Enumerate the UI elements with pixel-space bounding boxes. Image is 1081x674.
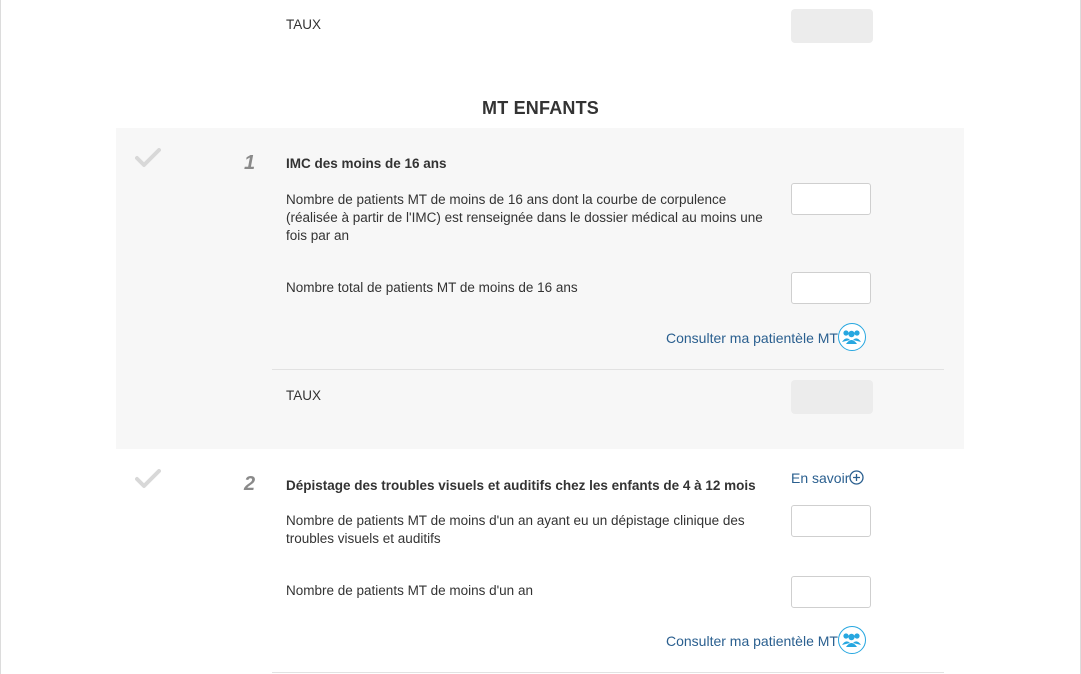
more-info-link[interactable]: En savoir [791, 470, 850, 486]
indicator-number: 1 [244, 152, 256, 174]
consult-patients-link[interactable]: Consulter ma patientèle MT [666, 330, 838, 346]
checkmark-icon [135, 148, 161, 168]
denominator-label: Nombre de patients MT de moins d'un an [286, 583, 533, 598]
top-rate-label: TAUX [286, 17, 322, 32]
indicator-number: 2 [244, 473, 256, 495]
patients-group-icon[interactable] [838, 323, 866, 351]
divider [272, 369, 944, 370]
rate-value [791, 380, 873, 414]
indicator-title: IMC des moins de 16 ans [286, 156, 447, 171]
plus-circle-icon[interactable] [849, 470, 864, 485]
checkmark-icon [135, 469, 161, 489]
numerator-label: Nombre de patients MT de moins d'un an ayant eu un dépistage clinique des troubles visuels et auditifs [286, 513, 745, 546]
consult-patients-link[interactable]: Consulter ma patientèle MT [666, 633, 838, 649]
rate-label: TAUX [286, 388, 322, 403]
indicator-title: Dépistage des troubles visuels et auditifs chez les enfants de 4 à 12 mois [286, 478, 756, 493]
denominator-label: Nombre total de patients MT de moins de 16 ans [286, 280, 578, 295]
divider [272, 672, 944, 673]
numerator-input[interactable] [791, 505, 871, 537]
patients-group-icon[interactable] [838, 626, 866, 654]
top-rate-value [791, 9, 873, 43]
section-title: MT ENFANTS [482, 98, 599, 118]
denominator-input[interactable] [791, 272, 871, 304]
numerator-input[interactable] [791, 183, 871, 215]
numerator-label: Nombre de patients MT de moins de 16 ans dont la courbe de corpulence (réalisée à partir de l'IMC) est renseignée dans le dossier médical au moins une fois par an [286, 192, 763, 243]
denominator-input[interactable] [791, 576, 871, 608]
